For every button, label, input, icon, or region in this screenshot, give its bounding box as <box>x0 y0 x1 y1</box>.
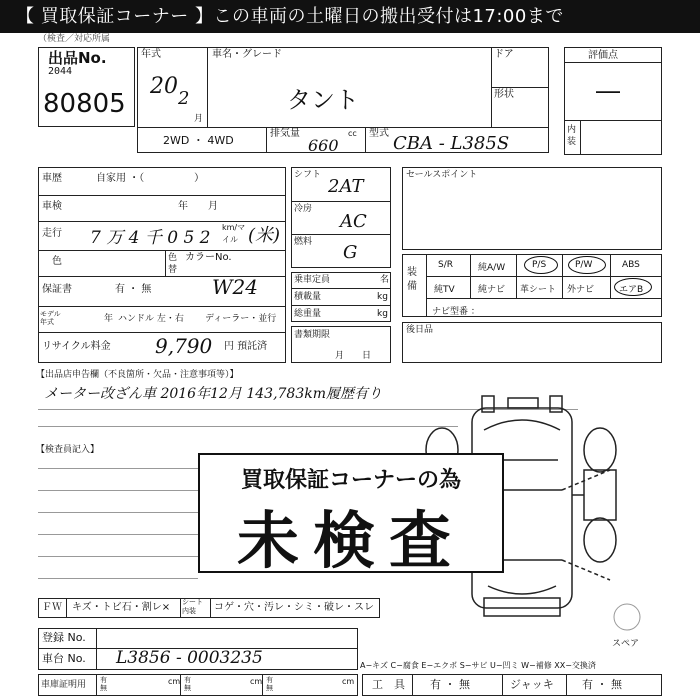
equip-sunroof: S/R <box>438 260 453 270</box>
fw-text: キズ・トビ石・割レ× <box>72 602 171 613</box>
equip-navi: 純ナビ <box>478 285 506 295</box>
shift-value: 2AT <box>328 176 364 197</box>
cert-cell-4: cm <box>250 677 263 686</box>
fuel-value: G <box>343 242 358 263</box>
cert-cell-2: cm <box>168 677 181 686</box>
type-label: 型式 <box>369 128 389 139</box>
load-unit: kg <box>377 292 388 302</box>
equip-airbag: エアB <box>619 285 644 295</box>
defect-legend: A−キズ C−腐食 E−エクボ S−サビ U−凹ミ W−補修 XX−交換済 <box>360 661 596 670</box>
cert-cell-5: 有無 <box>266 676 273 692</box>
equip-leather-seat: 革シート <box>520 285 557 295</box>
garage-cert-label: 車庫証明用 <box>41 680 87 690</box>
displacement-label: 排気量 <box>270 128 300 139</box>
equip-external-navi: 外ナビ <box>567 285 595 295</box>
year-label: 年式 <box>141 49 161 60</box>
warranty-value: 有 ・ 無 <box>115 284 152 295</box>
equip-power-steering: P/S <box>532 260 547 270</box>
recycle-unit: 円 預託済 <box>224 341 268 352</box>
spare-label: スペア <box>612 639 640 649</box>
inspection-units: 年 月 <box>178 201 218 212</box>
jack-value: 有 ・ 無 <box>582 678 622 691</box>
color-no-label: カラーNo. <box>185 252 232 263</box>
tools-value: 有 ・ 無 <box>430 678 470 691</box>
notes-handwritten: メーター改ざん車 2016年12月 143,783km履歴有り <box>44 386 382 402</box>
stamp-big-text: 未検査 <box>236 504 465 577</box>
score-label: 評価点 <box>588 50 618 61</box>
cert-cell-3: 有無 <box>184 676 191 692</box>
history-value: 自家用 ・（ ） <box>96 173 205 184</box>
month-unit: 月 <box>194 114 204 124</box>
color-change-label: 色替 <box>168 253 178 275</box>
ac-label: 冷房 <box>294 204 313 214</box>
inspection-subtitle: （検査／対応所属 <box>38 34 111 44</box>
uninspected-stamp <box>198 453 504 577</box>
mileage-value: 7 万 4 千 0 5 2 <box>90 228 211 248</box>
cert-cell-6: cm <box>342 677 355 686</box>
lot-box-number: 2044 <box>48 66 73 77</box>
document-expiry-unit: 月 日 <box>335 351 372 361</box>
dealer-label: ディーラー・並行 <box>205 314 277 324</box>
capacity-label: 乗車定員 <box>294 275 331 285</box>
navi-type-label: ナビ型番 ： <box>432 307 480 317</box>
chassis-value: L3856 - 0003235 <box>116 648 263 668</box>
spare-tire-icon <box>612 600 642 634</box>
score-value: ― <box>596 77 620 105</box>
equip-abs: ABS <box>622 260 640 270</box>
capacity-unit: 名 <box>380 275 390 285</box>
inspection-label: 車検 <box>42 201 62 212</box>
equip-tv: 純TV <box>434 285 455 295</box>
cert-cell-1: 有無 <box>100 676 107 692</box>
gross-label: 総重量 <box>294 309 322 319</box>
document-expiry-label: 書類期限 <box>294 330 331 340</box>
year-value: 20 <box>150 74 178 99</box>
equipment-label: 装備 <box>407 267 417 292</box>
type-value: CBA - L385S <box>393 133 510 154</box>
load-label: 積載量 <box>294 292 322 302</box>
recycle-label: リサイクル料金 <box>42 341 111 352</box>
inspector-header: 【検査員記入】 <box>36 445 100 455</box>
mileage-unit: km/マイル <box>222 223 246 244</box>
tools-label: 工 具 <box>372 678 405 691</box>
seat-label: シート内装 <box>182 598 203 615</box>
mileage-label: 走行 <box>42 228 62 239</box>
name-label: 車名・グレード <box>212 49 282 60</box>
fw-label: ＦＷ <box>42 602 62 613</box>
color-label: 色 <box>52 256 62 267</box>
circle-mark-pw <box>568 256 606 274</box>
stamp-title: 買取保証コーナーの為 <box>240 468 461 493</box>
lot-label: 出品No. <box>48 49 107 67</box>
shape-label: 形状 <box>494 89 514 100</box>
seat-text: コゲ・穴・汚レ・シミ・破レ・スレ <box>214 602 374 613</box>
interior-label: 内装 <box>567 125 577 147</box>
model-year-label: モデル年式 <box>40 310 61 326</box>
color-no-value: W24 <box>212 275 259 299</box>
gross-unit: kg <box>377 309 388 319</box>
recycle-value: 9,790 <box>155 334 213 358</box>
shift-label: シフト <box>294 170 322 180</box>
equip-power-windows: P/W <box>575 260 593 270</box>
circle-mark-airbag <box>614 278 652 296</box>
top-banner: 【 買取保証コーナー 】この車両の土曜日の搬出受付は17:00まで <box>0 0 700 33</box>
wheel-rear-right <box>584 518 616 562</box>
month-value: 2 <box>178 88 190 109</box>
mileage-mark: (米) <box>248 225 281 246</box>
fuel-label: 燃料 <box>294 237 313 247</box>
wheel-front-right <box>584 428 616 472</box>
registration-label: 登録 No. <box>42 631 86 644</box>
name-value: タント <box>287 86 359 114</box>
ac-value: AC <box>340 211 367 232</box>
model-year-unit: 年 <box>104 314 114 324</box>
drive-label: 2WD ・ 4WD <box>163 134 234 147</box>
lot-number: 80805 <box>43 89 126 119</box>
handle-label: ハンドル 左・右 <box>118 314 184 324</box>
jack-label: ジャッキ <box>510 678 554 691</box>
car-front-line <box>484 420 560 430</box>
equip-alloy-wheels: 純A/W <box>478 263 506 273</box>
chassis-label: 車台 No. <box>42 652 86 665</box>
later-items-box <box>402 322 662 363</box>
displacement-value: 660 <box>308 136 339 155</box>
warranty-label: 保証書 <box>42 284 72 295</box>
history-label: 車歴 <box>42 173 62 184</box>
door-label: ドア <box>494 49 514 60</box>
displacement-unit: cc <box>348 129 357 138</box>
circle-mark-ps <box>524 256 558 274</box>
sales-point-label: セールスポイント <box>406 170 478 180</box>
notes-header: 【出品店申告欄（不良箇所・欠品・注意事項等）】 <box>36 370 239 380</box>
later-items-label: 後日品 <box>406 325 434 335</box>
